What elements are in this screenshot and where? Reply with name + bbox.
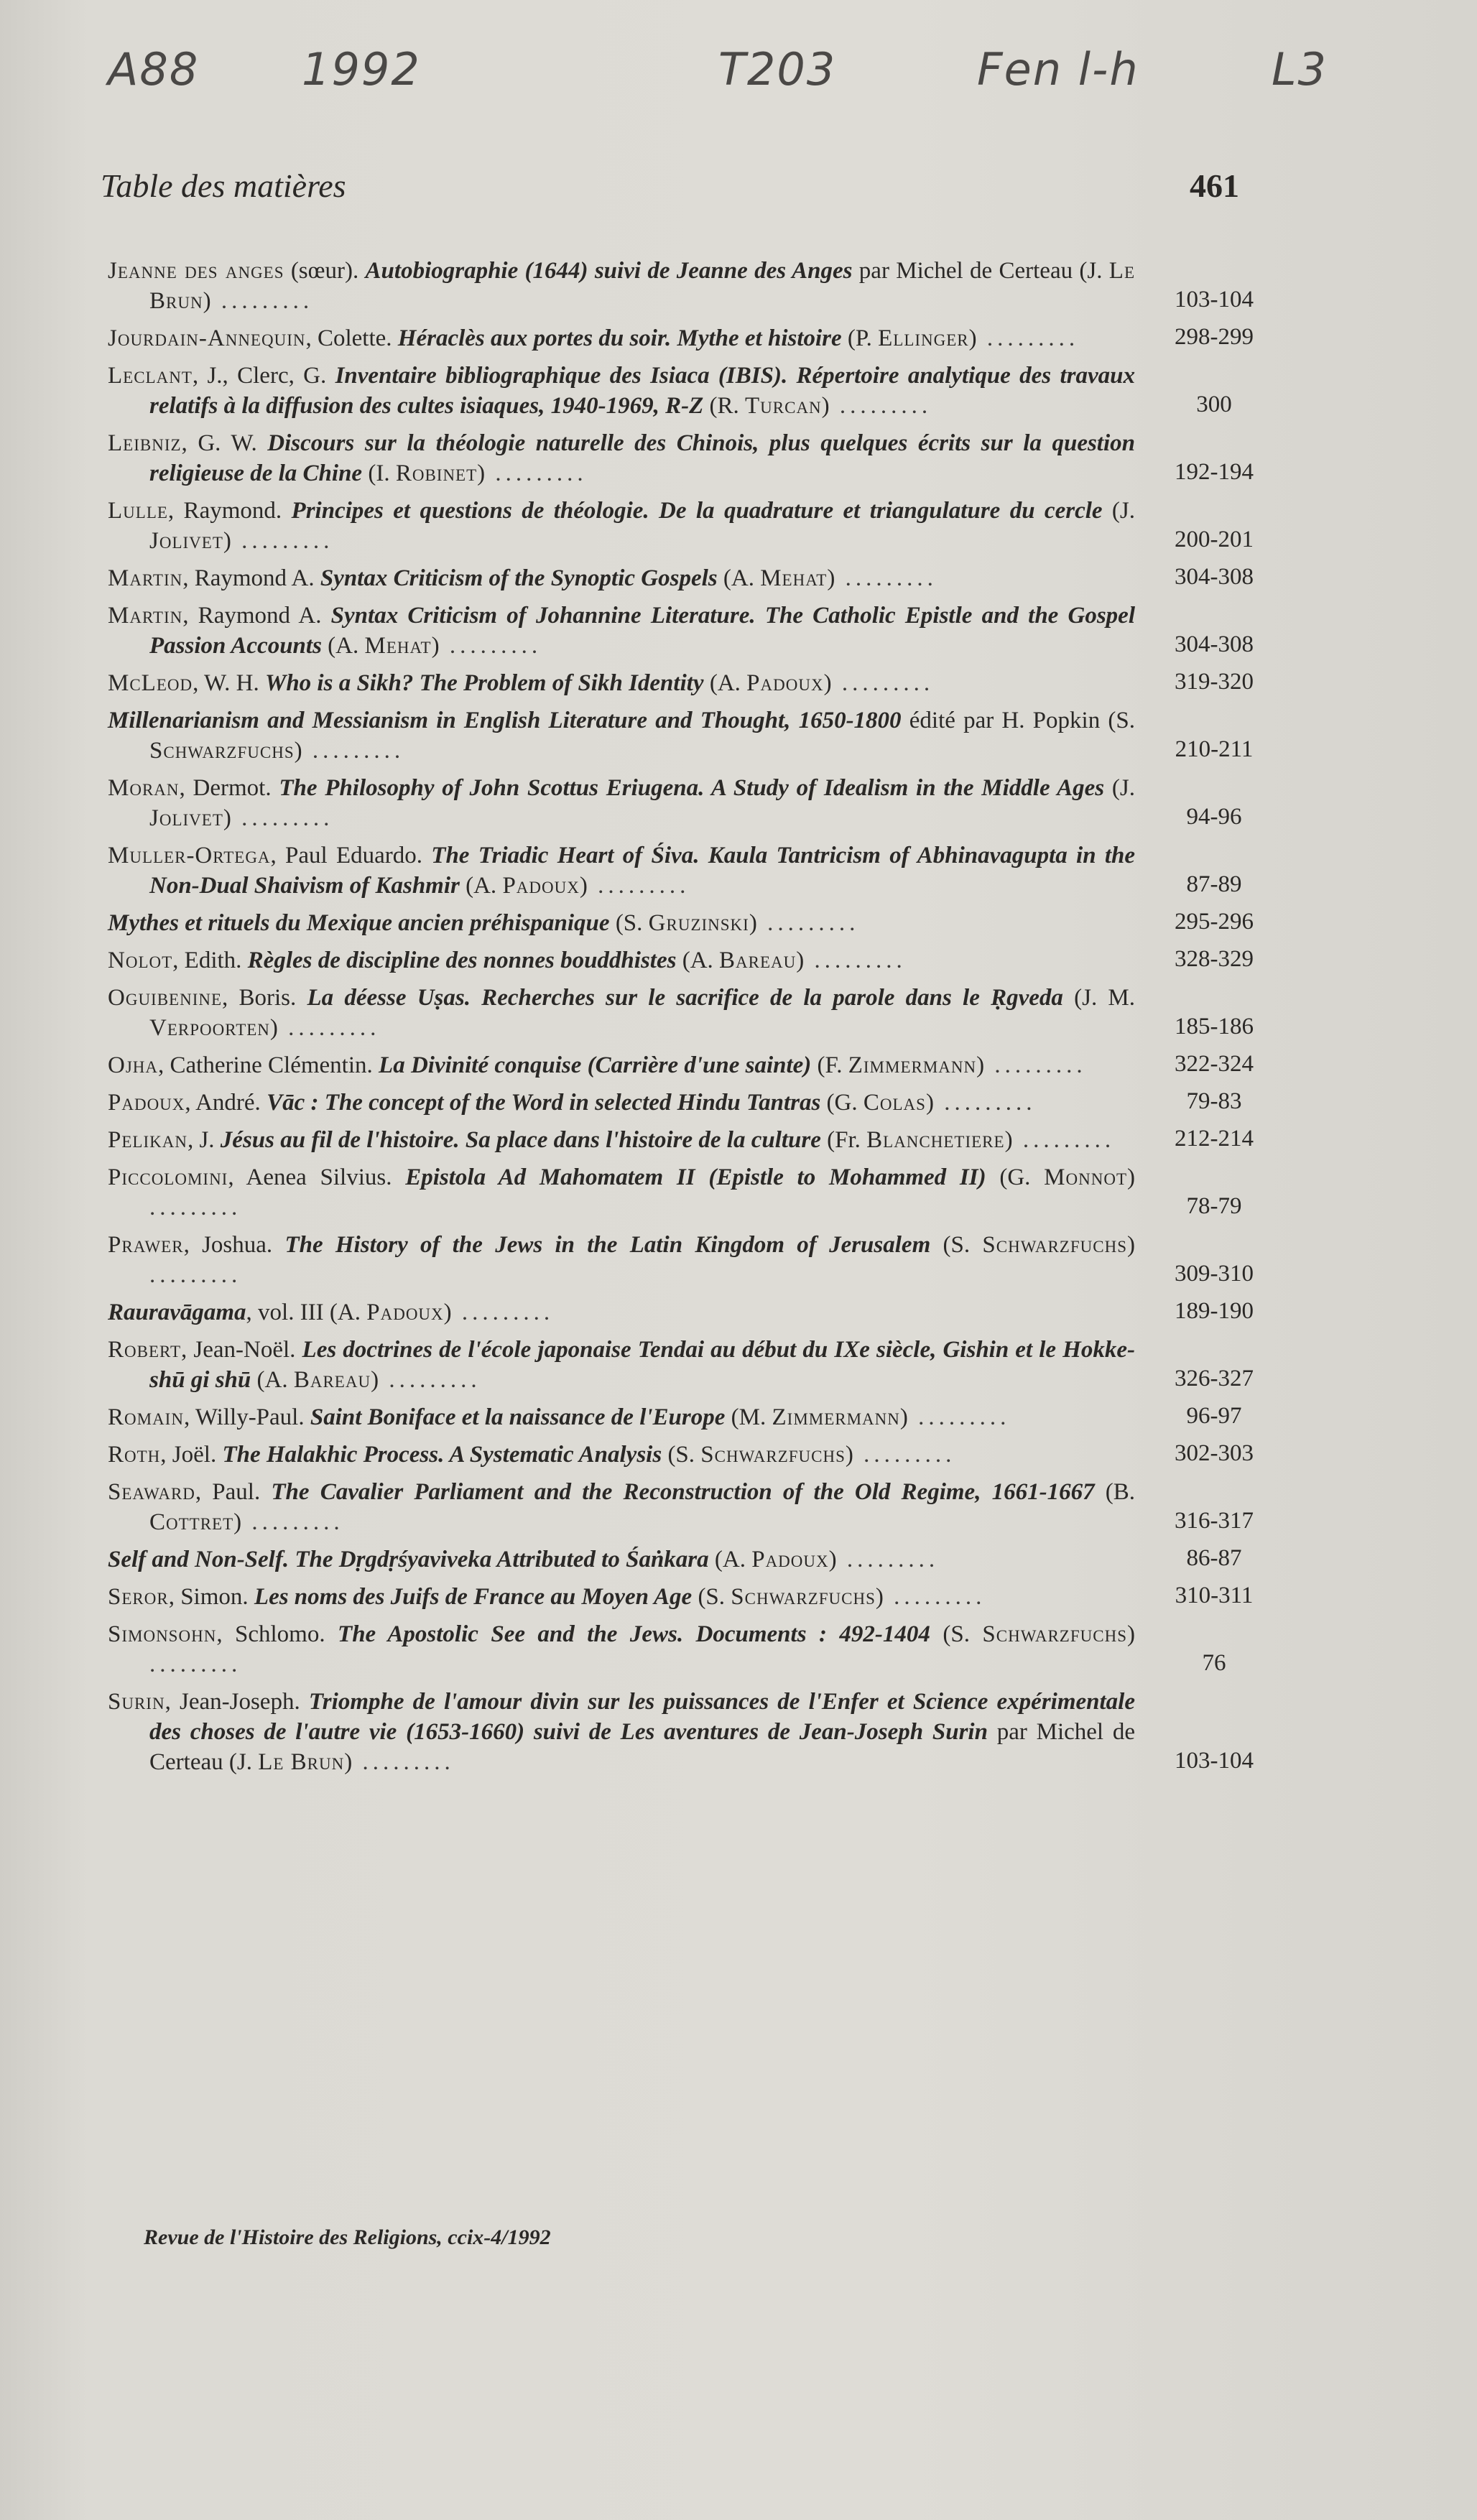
index-entry <box>108 1088 1286 1118</box>
entry-close: ) <box>828 1547 837 1572</box>
dot-leader: ......... <box>883 1584 986 1610</box>
entry-author-rest: , W. H. <box>193 670 265 696</box>
entry-text <box>108 1402 1135 1432</box>
entry-author: Leibniz <box>108 430 182 456</box>
entry-author: McLeod <box>108 670 193 696</box>
entry-author-rest: , Boris. <box>222 985 307 1011</box>
entry-title: Inventaire bibliographique des Isiaca (IBIS). Répertoire analytique des travaux relatifs à la diffusion des cultes isiaques, 1940-1969, R-Z <box>149 363 1135 419</box>
entry-reviewer: Zimmermann <box>772 1404 900 1430</box>
entry-author-rest: , Raymond A. <box>182 565 320 591</box>
entry-reviewer: Mehat <box>364 633 432 659</box>
dot-leader: ......... <box>587 873 690 899</box>
dot-leader: ......... <box>149 1195 242 1220</box>
dot-leader: ......... <box>933 1090 1037 1116</box>
entry-reviewer: Cottret <box>149 1509 234 1535</box>
entry-author: Pelikan <box>108 1127 187 1153</box>
index-entry <box>108 256 1286 316</box>
entry-details: par Michel de Certeau (J. <box>852 258 1109 284</box>
entry-text <box>108 1582 1135 1612</box>
entry-title: Règles de discipline des nonnes bouddhistes <box>247 948 677 973</box>
entry-text <box>108 705 1135 766</box>
entry-close: ) <box>875 1584 884 1610</box>
index-entry <box>108 983 1286 1043</box>
dot-leader: ......... <box>231 805 334 831</box>
entry-author: Muller-Ortega <box>108 843 271 868</box>
entry-text <box>108 983 1135 1043</box>
index-list <box>108 256 1286 1784</box>
handwritten-note: A88 <box>108 43 200 96</box>
entry-pages: 302-303 <box>1175 1440 1254 1466</box>
entry-text <box>108 601 1135 661</box>
entry-pages: 298-299 <box>1175 324 1254 350</box>
entry-pages: 96-97 <box>1186 1403 1242 1429</box>
entry-title: Epistola Ad Mahomatem II (Epistle to Mohammed II) <box>405 1164 986 1190</box>
dot-leader: ......... <box>210 288 314 314</box>
index-entry <box>108 1335 1286 1395</box>
entry-reviewer: Jolivet <box>149 528 223 554</box>
entry-close: ) <box>443 1300 452 1325</box>
entry-title: Héraclès aux portes du soir. Mythe et histoire <box>397 325 842 351</box>
journal-footer: Revue de l'Histoire des Religions, ccix-4/1992 <box>144 2225 551 2249</box>
entry-close: ) <box>1004 1127 1013 1153</box>
entry-author-rest: , Dermot. <box>179 775 279 801</box>
handwritten-note: T203 <box>718 43 837 96</box>
index-entry <box>108 601 1286 661</box>
entry-text <box>108 1335 1135 1395</box>
entry-pages: 316-317 <box>1175 1508 1254 1534</box>
entry-details: (A. <box>321 633 365 659</box>
entry-reviewer: Monnot <box>1044 1164 1127 1190</box>
entry-author-rest: , Aenea Silvius. <box>228 1164 406 1190</box>
entry-author-rest: , Simon. <box>168 1584 254 1610</box>
entry-text <box>108 1125 1135 1155</box>
entry-author: Seror <box>108 1584 169 1610</box>
entry-text <box>108 1544 1135 1575</box>
entry-close: ) <box>203 288 211 314</box>
entry-author: Piccolomini <box>108 1164 228 1190</box>
entry-title: Mythes et rituels du Mexique ancien préhispanique <box>108 910 610 936</box>
index-entry <box>108 563 1286 593</box>
entry-details: (B. <box>1094 1479 1136 1505</box>
entry-author-rest: , Paul Eduardo. <box>270 843 432 868</box>
entry-close: ) <box>823 670 832 696</box>
entry-details: (A. <box>703 670 747 696</box>
entry-pages: 295-296 <box>1175 909 1254 935</box>
entry-title: Les doctrines de l'école japonaise Tendai au début du IXe siècle, Gishin et le Hokke-shū gi shū <box>149 1337 1135 1393</box>
entry-text <box>108 1477 1135 1537</box>
entry-reviewer: Verpoorten <box>149 1015 270 1041</box>
index-entry <box>108 1162 1286 1223</box>
entry-close: ) <box>371 1367 379 1393</box>
index-entry <box>108 1050 1286 1080</box>
entry-text <box>108 1230 1135 1290</box>
entry-pages: 304-308 <box>1175 564 1254 590</box>
entry-title: Rauravāgama <box>108 1300 246 1325</box>
entry-close: ) <box>1127 1164 1135 1190</box>
entry-pages: 304-308 <box>1175 631 1254 657</box>
dot-leader: ......... <box>853 1442 956 1468</box>
dot-leader: ......... <box>241 1509 344 1535</box>
entry-reviewer: Robinet <box>395 460 478 486</box>
entry-title: The History of the Jews in the Latin Kingdom of Jerusalem <box>284 1232 931 1258</box>
entry-title: Autobiographie (1644) suivi de Jeanne des Anges <box>365 258 853 284</box>
entry-details: (I. <box>362 460 396 486</box>
dot-leader: ......... <box>277 1015 381 1041</box>
entry-text <box>108 428 1135 488</box>
dot-leader: ......... <box>451 1300 555 1325</box>
entry-close: ) <box>796 948 805 973</box>
entry-details: (A. <box>251 1367 294 1393</box>
entry-author-rest: , J., Clerc, G. <box>192 363 335 389</box>
entry-close: ) <box>845 1442 853 1468</box>
entry-title: Who is a Sikh? The Problem of Sikh Identity <box>264 670 704 696</box>
entry-author: Moran <box>108 775 180 801</box>
entry-author-rest: , Colette. <box>305 325 398 351</box>
entry-text <box>108 1440 1135 1470</box>
entry-reviewer: Ellinger <box>878 325 969 351</box>
index-entry <box>108 1477 1286 1537</box>
dot-leader: ......... <box>302 738 405 764</box>
entry-title: Les noms des Juifs de France au Moyen Age <box>254 1584 693 1610</box>
entry-details: (R. <box>703 393 745 419</box>
index-entry <box>108 323 1286 353</box>
entry-author-rest: , Joshua. <box>183 1232 285 1258</box>
entry-reviewer: Bareau <box>719 948 797 973</box>
entry-author: Prawer <box>108 1232 184 1258</box>
entry-author: Surin <box>108 1689 165 1715</box>
entry-author: Martin <box>108 603 183 629</box>
dot-leader: ......... <box>439 633 542 659</box>
entry-author-rest: , Paul. <box>195 1479 272 1505</box>
entry-reviewer: Zimmermann <box>848 1052 977 1078</box>
entry-text <box>108 1162 1135 1223</box>
entry-text <box>108 1687 1135 1777</box>
entry-pages: 87-89 <box>1186 871 1242 897</box>
dot-leader: ......... <box>379 1367 481 1393</box>
dot-leader: ......... <box>804 948 907 973</box>
entry-close: ) <box>968 325 977 351</box>
entry-details: (J. <box>1102 498 1135 524</box>
entry-reviewer: Padoux <box>751 1547 829 1572</box>
entry-title: Saint Boniface et la naissance de l'Europe <box>310 1404 726 1430</box>
handwritten-annotation <box>108 43 1372 122</box>
entry-author-rest: , Schlomo. <box>216 1621 338 1647</box>
dot-leader: ......... <box>756 910 860 936</box>
entry-pages: 310-311 <box>1175 1583 1254 1608</box>
entry-close: ) <box>579 873 588 899</box>
entry-reviewer: Schwarzfuchs <box>149 738 295 764</box>
entry-author-rest: , J. <box>187 1127 221 1153</box>
index-entry <box>108 1230 1286 1290</box>
entry-details: par Michel de Certeau (J. <box>149 1719 1135 1775</box>
entry-details: (G. <box>986 1164 1045 1190</box>
index-entry <box>108 496 1286 556</box>
entry-text <box>108 773 1135 833</box>
entry-close: ) <box>294 738 302 764</box>
entry-title: The Cavalier Parliament and the Reconstruction of the Old Regime, 1661-1667 <box>271 1479 1095 1505</box>
entry-author-rest: , André. <box>185 1090 267 1116</box>
entry-pages: 210-211 <box>1175 736 1254 762</box>
entry-reviewer: Bareau <box>293 1367 371 1393</box>
index-entry <box>108 1687 1286 1777</box>
entry-title: La déesse Uṣas. Recherches sur le sacrifice de la parole dans le Ṛgveda <box>307 985 1063 1011</box>
entry-details: (A. <box>676 948 720 973</box>
dot-leader: ......... <box>836 1547 940 1572</box>
entry-close: ) <box>223 528 231 554</box>
entry-title: Syntax Criticism of Johannine Literature. The Catholic Epistle and the Gospel Passion Accounts <box>149 603 1136 659</box>
entry-author: Oguibenine <box>108 985 223 1011</box>
entry-text <box>108 945 1135 976</box>
entry-reviewer: Turcan <box>745 393 822 419</box>
entry-close: ) <box>827 565 835 591</box>
dot-leader: ......... <box>976 325 1080 351</box>
entry-author-rest: , Raymond. <box>167 498 292 524</box>
index-entry <box>108 705 1286 766</box>
entry-text <box>108 563 1135 593</box>
entry-details: (A. <box>459 873 503 899</box>
entry-reviewer: Padoux <box>502 873 580 899</box>
entry-close: ) <box>821 393 830 419</box>
entry-author-rest: , Edith. <box>172 948 248 973</box>
dot-leader: ......... <box>829 393 932 419</box>
entry-title: The Apostolic See and the Jews. Documents : 492-1404 <box>338 1621 930 1647</box>
index-entry <box>108 1125 1286 1155</box>
entry-title: The Halakhic Process. A Systematic Analysis <box>222 1442 662 1468</box>
index-entry <box>108 908 1286 938</box>
entry-text <box>108 496 1135 556</box>
entry-author-rest: , Raymond A. <box>182 603 331 629</box>
entry-pages: 200-201 <box>1175 527 1254 552</box>
entry-close: ) <box>1127 1232 1135 1258</box>
entry-title: Vāc : The concept of the Word in selected Hindu Tantras <box>267 1090 821 1116</box>
entry-details: (S. <box>692 1584 731 1610</box>
entry-author: Seaward <box>108 1479 195 1505</box>
entry-close: ) <box>431 633 440 659</box>
entry-reviewer: Schwarzfuchs <box>700 1442 846 1468</box>
entry-reviewer: Le Brun <box>149 258 1135 314</box>
entry-pages: 322-324 <box>1175 1051 1254 1077</box>
entry-pages: 94-96 <box>1186 804 1242 830</box>
entry-reviewer: Jolivet <box>149 805 223 831</box>
entry-details: (M. <box>725 1404 772 1430</box>
entry-details: édité par H. Popkin (S. <box>901 708 1135 733</box>
dot-leader: ......... <box>352 1749 455 1775</box>
index-entry <box>108 1544 1286 1575</box>
entry-details: (P. <box>841 325 879 351</box>
entry-text <box>108 1297 1135 1328</box>
entry-details: (Fr. <box>820 1127 867 1153</box>
handwritten-note: 1992 <box>302 43 421 96</box>
entry-pages: 300 <box>1196 392 1232 417</box>
entry-details: (A. <box>717 565 761 591</box>
entry-close: ) <box>477 460 486 486</box>
entry-title: Discours sur la théologie naturelle des Chinois, plus quelques écrits sur la question religieuse de la Chine <box>149 430 1135 486</box>
entry-title: Millenarianism and Messianism in English Literature and Thought, 1650-1800 <box>108 708 902 733</box>
index-entry <box>108 1297 1286 1328</box>
entry-close: ) <box>269 1015 278 1041</box>
entry-author: Jourdain-Annequin <box>108 325 306 351</box>
entry-title: Principes et questions de théologie. De la quadrature et triangulature du cercle <box>291 498 1103 524</box>
entry-reviewer: Gruzinski <box>648 910 749 936</box>
entry-title: The Philosophy of John Scottus Eriugena. A Study of Idealism in the Middle Ages <box>279 775 1105 801</box>
entry-title: The Triadic Heart of Śiva. Kaula Tantricism of Abhinavagupta in the Non-Dual Shaivism of Kashmir <box>149 843 1135 899</box>
index-entry <box>108 1582 1286 1612</box>
dot-leader: ......... <box>1012 1127 1116 1153</box>
entry-pages: 185-186 <box>1175 1014 1254 1039</box>
entry-details: (J. <box>1104 775 1135 801</box>
entry-text <box>108 1619 1135 1680</box>
entry-pages: 76 <box>1202 1650 1226 1676</box>
entry-reviewer: Blanchetiere <box>866 1127 1005 1153</box>
entry-close: ) <box>925 1090 934 1116</box>
page-number: 461 <box>1190 167 1239 204</box>
entry-reviewer: Schwarzfuchs <box>731 1584 876 1610</box>
dot-leader: ......... <box>149 1262 242 1288</box>
dot-leader: ......... <box>231 528 334 554</box>
entry-author: Simonsohn <box>108 1621 217 1647</box>
dot-leader: ......... <box>149 1652 242 1677</box>
entry-pages: 79-83 <box>1186 1088 1242 1114</box>
entry-pages: 189-190 <box>1175 1298 1254 1324</box>
entry-author: Robert <box>108 1337 182 1363</box>
handwritten-note: Fen l-h <box>977 43 1139 96</box>
entry-close: ) <box>749 910 757 936</box>
entry-title: Triomphe de l'amour divin sur les puissances de l'Enfer et Science expérimentale des choses de l'autre vie (1653-1660) suivi de Les aventures de Jean-Joseph Surin <box>149 1689 1135 1745</box>
entry-author: Roth <box>108 1442 161 1468</box>
index-entry <box>108 428 1286 488</box>
entry-author: Martin <box>108 565 183 591</box>
entry-details: (S. <box>609 910 649 936</box>
entry-reviewer: Mehat <box>760 565 828 591</box>
entry-close: ) <box>899 1404 908 1430</box>
entry-text <box>108 840 1135 901</box>
entry-pages: 103-104 <box>1175 1748 1254 1774</box>
entry-author-rest: (sœur). <box>284 258 366 284</box>
entry-author-rest: , Jean-Noël. <box>181 1337 302 1363</box>
dot-leader: ......... <box>984 1052 1087 1078</box>
entry-pages: 192-194 <box>1175 459 1254 485</box>
index-entry <box>108 361 1286 421</box>
entry-details: (S. <box>930 1232 983 1258</box>
entry-text <box>108 1050 1135 1080</box>
entry-details: (J. M. <box>1062 985 1135 1011</box>
entry-author-rest: , Jean-Joseph. <box>165 1689 309 1715</box>
page-header <box>101 167 1239 217</box>
dot-leader: ......... <box>485 460 588 486</box>
entry-details: (S. <box>930 1621 983 1647</box>
entry-author: Romain <box>108 1404 184 1430</box>
entry-text <box>108 908 1135 938</box>
entry-pages: 212-214 <box>1175 1126 1254 1152</box>
entry-author-rest: , Willy-Paul. <box>183 1404 310 1430</box>
index-entry <box>108 773 1286 833</box>
dot-leader: ......... <box>831 670 935 696</box>
entry-author: Lulle <box>108 498 168 524</box>
entry-pages: 86-87 <box>1186 1545 1242 1571</box>
entry-author-rest: , G. W. <box>181 430 268 456</box>
entry-author: Ojha <box>108 1052 159 1078</box>
index-entry <box>108 840 1286 901</box>
entry-reviewer: Le Brun <box>258 1749 345 1775</box>
entry-reviewer: Padoux <box>366 1300 444 1325</box>
entry-title: La Divinité conquise (Carrière d'une sainte) <box>379 1052 812 1078</box>
handwritten-note: L3 <box>1272 43 1328 96</box>
entry-reviewer: Padoux <box>746 670 824 696</box>
entry-pages: 78-79 <box>1186 1193 1242 1219</box>
index-entry <box>108 1619 1286 1680</box>
entry-close: ) <box>223 805 231 831</box>
entry-author-rest: , Catherine Clémentin. <box>158 1052 379 1078</box>
entry-reviewer: Schwarzfuchs <box>982 1232 1127 1258</box>
index-entry <box>108 1402 1286 1432</box>
entry-author: Padoux <box>108 1090 185 1116</box>
entry-text <box>108 323 1135 353</box>
entry-author: Leclant <box>108 363 193 389</box>
entry-pages: 103-104 <box>1175 287 1254 312</box>
entry-details: (F. <box>811 1052 848 1078</box>
entry-close: ) <box>976 1052 985 1078</box>
entry-pages: 309-310 <box>1175 1261 1254 1287</box>
dot-leader: ......... <box>835 565 937 591</box>
index-entry <box>108 945 1286 976</box>
entry-details: (G. <box>820 1090 863 1116</box>
index-entry <box>108 1440 1286 1470</box>
entry-title: Syntax Criticism of the Synoptic Gospels <box>320 565 718 591</box>
page-title: Table des matières <box>101 167 346 204</box>
entry-details: (S. <box>662 1442 701 1468</box>
entry-close: ) <box>233 1509 242 1535</box>
entry-text <box>108 256 1135 316</box>
entry-title: Self and Non-Self. The Dṛgdṛśyaviveka Attributed to Śaṅkara <box>108 1547 709 1572</box>
entry-details: , vol. III (A. <box>246 1300 367 1325</box>
entry-text <box>108 668 1135 698</box>
dot-leader: ......... <box>907 1404 1011 1430</box>
entry-close: ) <box>344 1749 353 1775</box>
entry-author: Nolot <box>108 948 173 973</box>
entry-author: Jeanne des anges <box>108 258 284 284</box>
entry-pages: 328-329 <box>1175 946 1254 972</box>
entry-close: ) <box>1127 1621 1135 1647</box>
entry-details: (A. <box>708 1547 752 1572</box>
entry-pages: 319-320 <box>1175 669 1254 695</box>
entry-title: Jésus au fil de l'histoire. Sa place dans l'histoire de la culture <box>220 1127 821 1153</box>
entry-pages: 326-327 <box>1175 1366 1254 1391</box>
entry-text <box>108 1088 1135 1118</box>
entry-reviewer: Colas <box>863 1090 926 1116</box>
entry-reviewer: Schwarzfuchs <box>982 1621 1127 1647</box>
entry-text <box>108 361 1135 421</box>
index-entry <box>108 668 1286 698</box>
entry-author-rest: , Joël. <box>160 1442 223 1468</box>
